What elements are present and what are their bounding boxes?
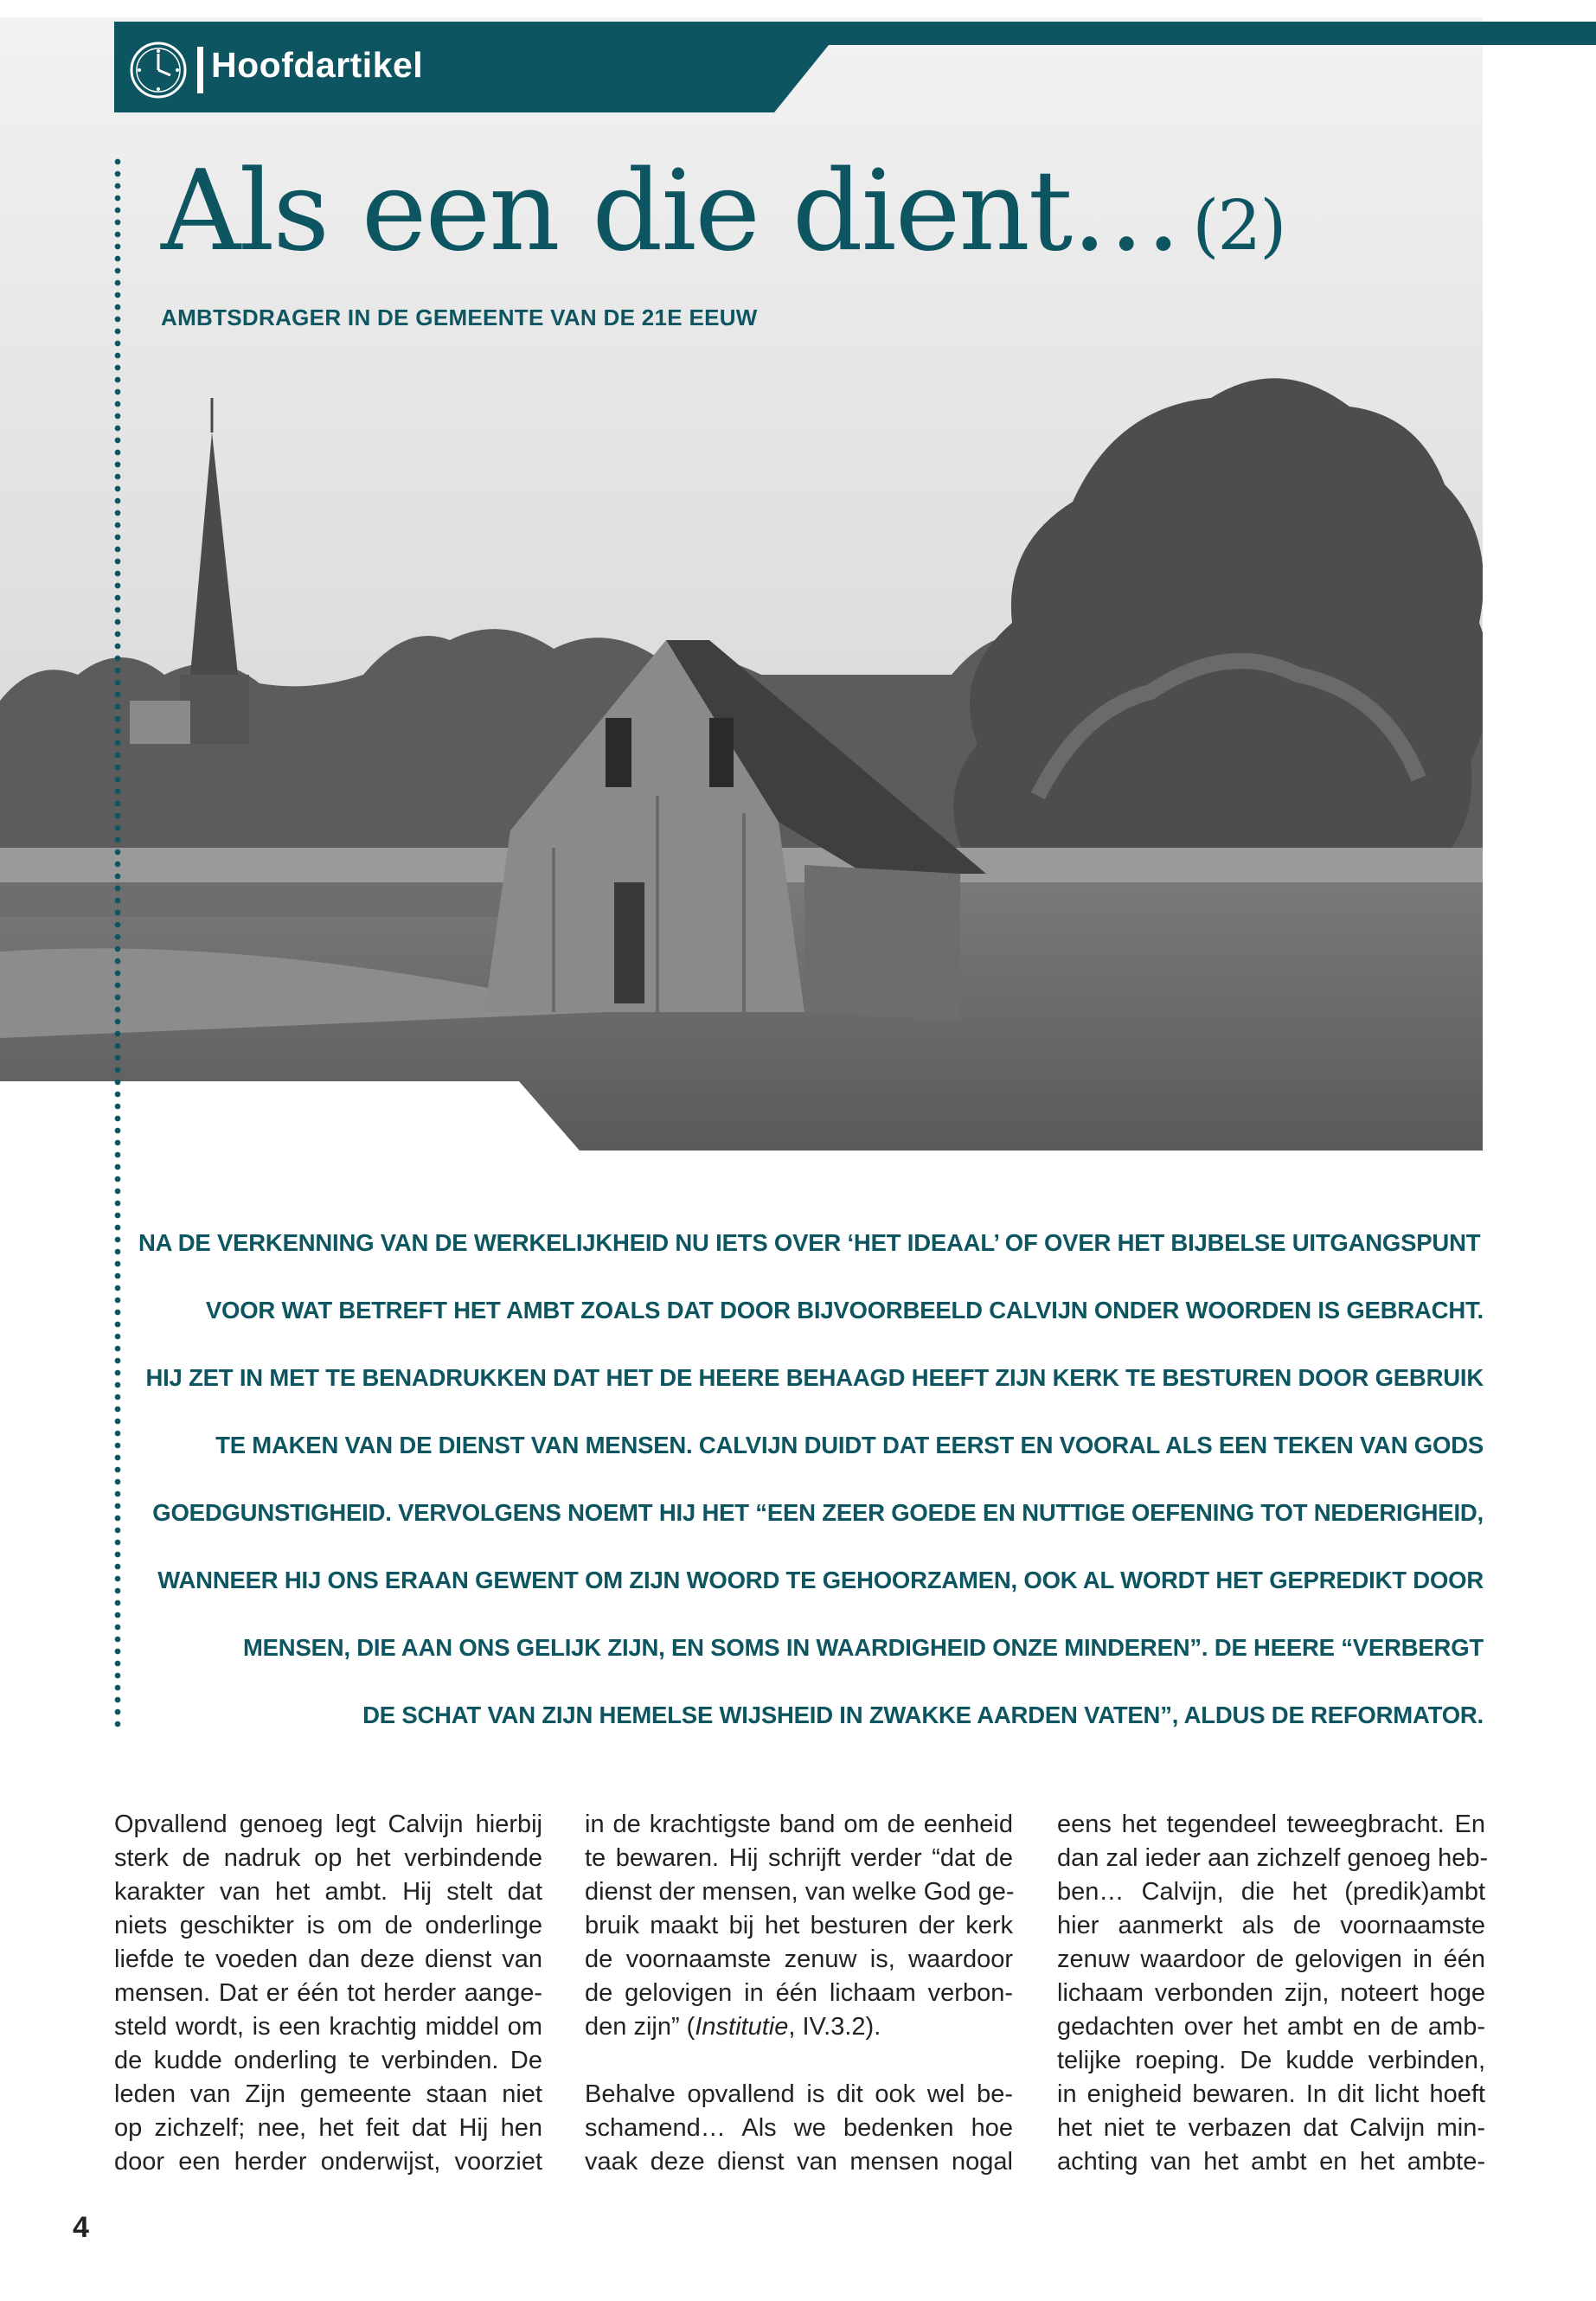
body-line: sterk de nadruk op het verbindende <box>114 1844 542 1872</box>
body-line: lichaam verbonden zijn, noteert hoge <box>1057 1979 1485 2007</box>
page-number: 4 <box>73 2211 89 2244</box>
intro-line: NA DE VERKENNING VAN DE WERKELIJKHEID NU IETS OVER ‘HET IDEAAL’ OF OVER HET BIJBELSE UITGANGSPUNT <box>138 1229 1481 1256</box>
intro-line: GOEDGUNSTIGHEID. VERVOLGENS NOEMT HIJ HET “EEN ZEER GOEDE EN NUTTIGE OEFENING TOT NEDERIGHEID, <box>152 1499 1484 1526</box>
body-line: leden van Zijn gemeente staan niet <box>114 2080 542 2108</box>
body-line: te bewaren. Hij schrijft verder “dat de <box>585 1844 1013 1872</box>
body-line: karakter van het ambt. Hij stelt dat <box>114 1878 542 1906</box>
citation-pre: den zijn” ( <box>585 2013 695 2041</box>
article-title-number: (2) <box>1192 185 1285 266</box>
dotted-rule <box>114 156 121 1730</box>
body-line: liefde te voeden dan deze dienst van <box>114 1945 542 1973</box>
intro-paragraph <box>138 1220 1484 1759</box>
intro-line: DE SCHAT VAN ZIJN HEMELSE WIJSHEID IN ZWAKKE AARDEN VATEN”, ALDUS DE REFORMATOR. <box>362 1702 1484 1728</box>
intro-line: WANNEER HIJ ONS ERAAN GEWENT OM ZIJN WOORD TE GEHOORZAMEN, OOK AL WORDT HET GEPREDIKT DOOR <box>157 1567 1484 1593</box>
article-subtitle: AMBTSDRAGER IN DE GEMEENTE VAN DE 21E EEUW <box>161 304 758 330</box>
article-title-text: Als een die dient… <box>161 147 1181 276</box>
body-line: dan zal ieder aan zichzelf genoeg heb- <box>1057 1844 1489 1872</box>
body-line: in de krachtigste band om de eenheid <box>585 1811 1013 1838</box>
intro-line: MENSEN, DIE AAN ONS GELIJK ZIJN, EN SOMS IN WAARDIGHEID ONZE MINDEREN”. DE HEERE “VERBERGT <box>242 1634 1484 1661</box>
body-line: gedachten over het ambt en de amb- <box>1057 2013 1485 2041</box>
body-line: eens het tegendeel teweegbracht. En <box>1057 1811 1485 1838</box>
clock-icon <box>127 39 189 101</box>
banner-divider <box>197 47 203 93</box>
body-line: de voornaamste zenuw is, waardoor <box>585 1945 1013 1973</box>
body-line: door een herder onderwijst, voorziet <box>114 2148 542 2176</box>
citation-title: Institutie <box>695 2013 789 2041</box>
body-line: bruik maakt bij het besturen der kerk <box>585 1912 1013 1939</box>
intro-line: VOOR WAT BETREFT HET AMBT ZOALS DAT DOOR BIJVOORBEELD CALVIJN ONDER WOORDEN IS GEBRACHT. <box>205 1297 1484 1324</box>
citation-line <box>585 2010 1013 2044</box>
body-line: de gelovigen in één lichaam verbon- <box>585 1979 1013 2007</box>
body-line: achting van het ambt en het ambte- <box>1057 2148 1485 2176</box>
body-line: niets geschikter is om de onderlinge <box>114 1912 542 1939</box>
body-line: telijke roeping. De kudde verbinden, <box>1057 2047 1485 2074</box>
intro-line: HIJ ZET IN MET TE BENADRUKKEN DAT HET DE HEERE BEHAAGD HEEFT ZIJN KERK TE BESTUREN DOOR GEBRUIK <box>145 1364 1484 1391</box>
body-line: zenuw waardoor de gelovigen in één <box>1057 1945 1485 1973</box>
body-column-2 <box>585 1808 1013 2179</box>
body-line: dienst der mensen, van welke God ge- <box>585 1878 1015 1906</box>
body-line: in enigheid bewaren. In dit licht hoeft <box>1057 2080 1485 2108</box>
citation-post: , IV.3.2). <box>788 2013 881 2041</box>
body-line: ben… Calvijn, die het (predik)ambt <box>1057 1878 1485 1906</box>
article-title <box>161 147 1285 276</box>
body-line: de kudde onderling te verbinden. De <box>114 2047 542 2074</box>
body-line: steld wordt, is een krachtig middel om <box>114 2013 542 2041</box>
section-label: Hoofdartikel <box>211 45 424 85</box>
body-line: Behalve opvallend is dit ook wel be- <box>585 2080 1013 2108</box>
intro-line: TE MAKEN VAN DE DIENST VAN MENSEN. CALVIJN DUIDT DAT EERST EN VOORAL ALS EEN TEKEN VAN GODS <box>215 1432 1484 1458</box>
body-line: op zichzelf; nee, het feit dat Hij hen <box>114 2114 542 2142</box>
body-line: vaak deze dienst van mensen nogal <box>585 2148 1013 2176</box>
body-line: Opvallend genoeg legt Calvijn hierbij <box>114 1811 542 1838</box>
body-column-3 <box>1057 1808 1489 2179</box>
body-line: hier aanmerkt als de voornaamste <box>1057 1912 1485 1939</box>
body-line: schamend… Als we bedenken hoe <box>585 2114 1013 2142</box>
body-line: het niet te verbazen dat Calvijn min- <box>1057 2114 1485 2142</box>
body-column-1 <box>114 1808 542 2179</box>
body-line: mensen. Dat er één tot herder aange- <box>114 1979 542 2007</box>
